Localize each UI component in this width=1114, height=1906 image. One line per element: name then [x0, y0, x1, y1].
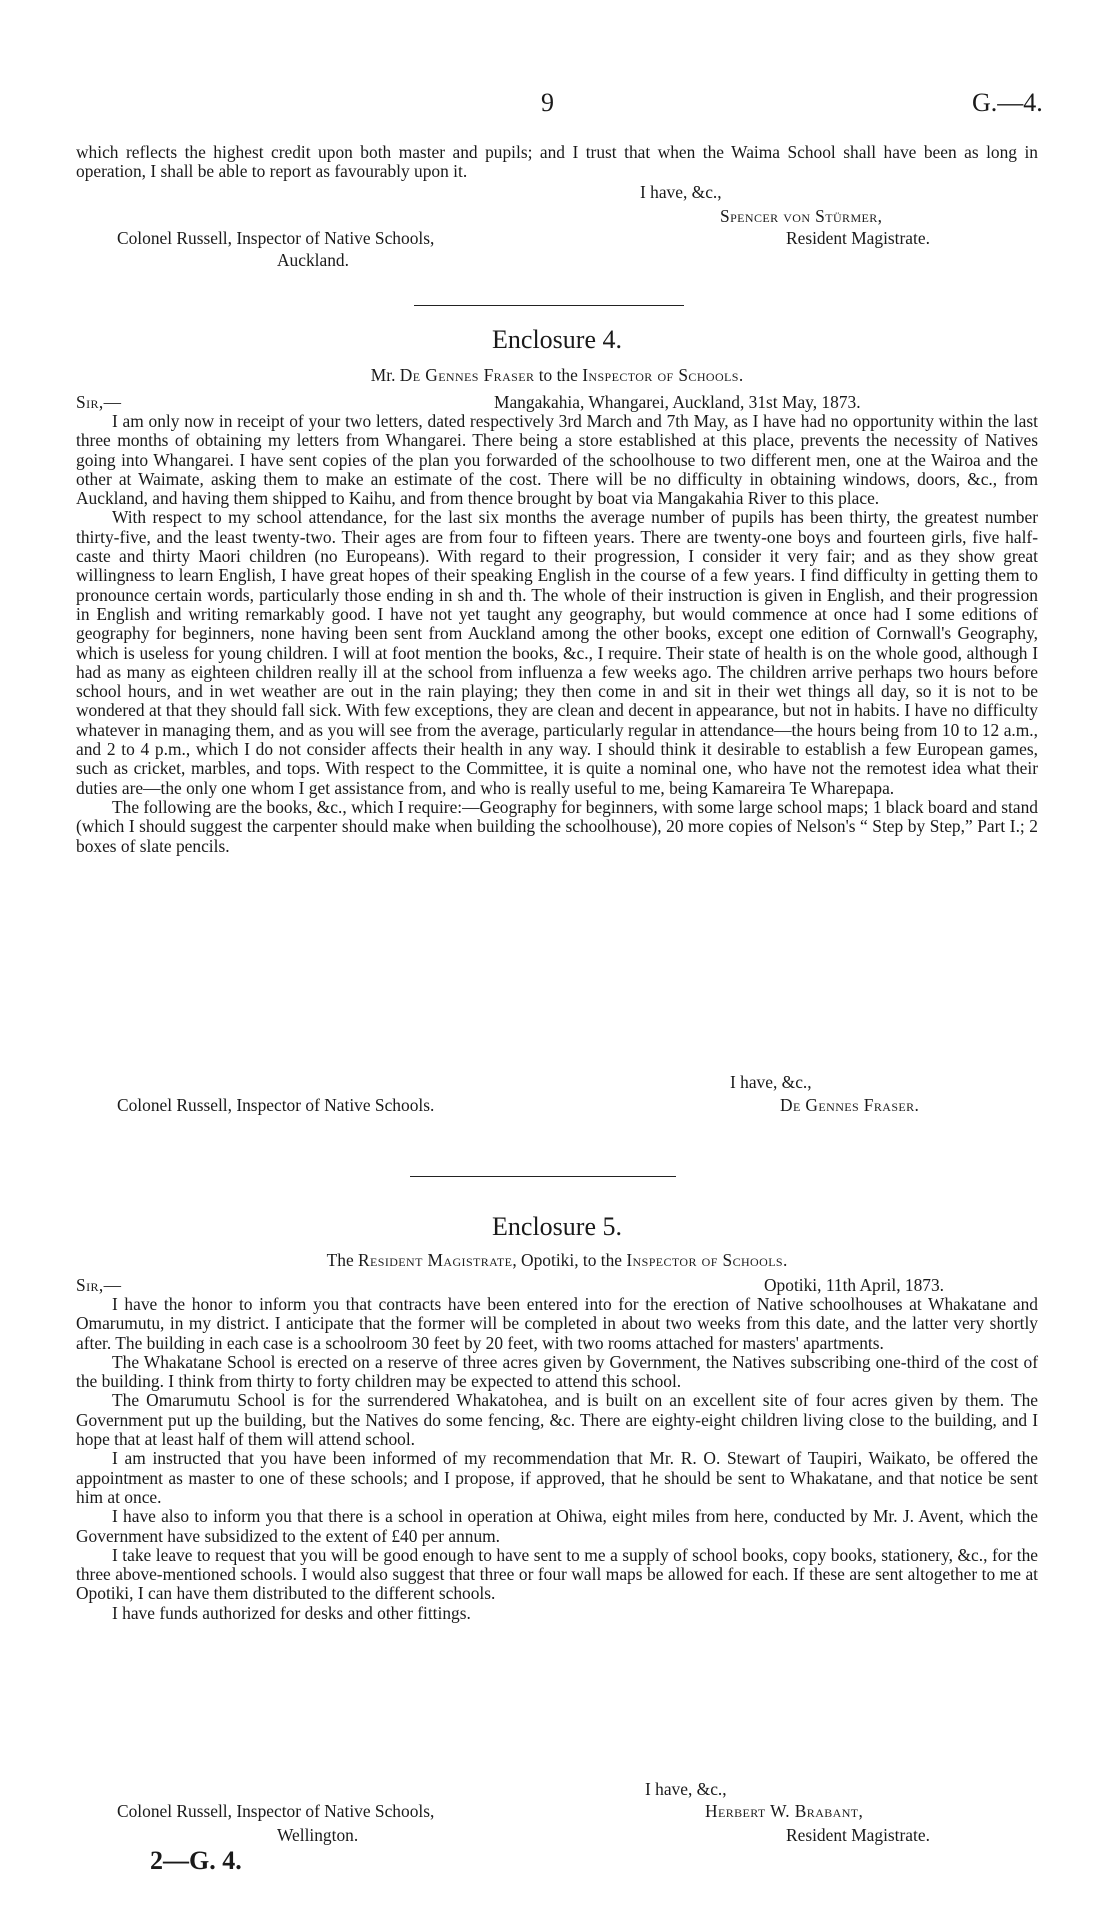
- enclosure5-paragraph: The Whakatane School is erected on a reserve of three acres given by Government, the Natives subscribing one-third of the cost of the building. I think from thirty to forty children may be expected to attend this school.: [76, 1351, 1038, 1392]
- enclosure4-salutation: Sir,—: [76, 392, 122, 412]
- enclosure4-closing: I have, &c.,: [730, 1072, 812, 1092]
- enclosure5-addressee-line1: Colonel Russell, Inspector of Native Schools,: [117, 1801, 435, 1821]
- enclosure4-body: [76, 412, 1038, 856]
- enclosure5-signatory-title: Resident Magistrate.: [786, 1825, 930, 1845]
- enclosure5-paragraph: I have also to inform you that there is a school in operation at Ohiwa, eight miles from here, conducted by Mr. J. Avent, which the Government have subsidized to the extent of £40 per annum.: [76, 1506, 1038, 1546]
- section-divider: [414, 305, 684, 306]
- enclosure4-signatory: De Gennes Fraser.: [780, 1095, 920, 1115]
- enclosure5-subheading-mid: , Opotiki, to the: [512, 1250, 627, 1270]
- enclosure5-signatory: Herbert W. Brabant,: [705, 1801, 864, 1821]
- continuation-closing: I have, &c.,: [640, 182, 722, 202]
- document-reference: G.—4.: [972, 88, 1043, 117]
- enclosure4-heading: Enclosure 4.: [492, 325, 622, 354]
- enclosure4-addressee: Colonel Russell, Inspector of Native Schools.: [117, 1095, 435, 1115]
- enclosure5-paragraph: I take leave to request that you will be good enough to have sent to me a supply of school books, copy books, stationery, &c., for the three above-mentioned schools. I would also suggest that three or four wall maps be allowed for each. If these are sent altogether to me at Opotiki, I can have them distributed to the different schools.: [76, 1544, 1038, 1604]
- enclosure5-paragraph: I have the honor to inform you that contracts have been entered into for the erection of Native schoolhouses at Whakatane and Omarumutu, in my district. I anticipate that the former will be completed in about two weeks from this date, and the latter very shortly after. The building in each case is a schoolroom 30 feet by 20 feet, with two rooms attached for masters' apartments.: [76, 1294, 1038, 1353]
- enclosure4-recipient: Inspector of Schools: [582, 365, 739, 385]
- enclosure5-recipient: Inspector of Schools: [626, 1250, 783, 1270]
- enclosure5-subheading-post: .: [783, 1250, 788, 1270]
- enclosure4-subheading-pre: Mr.: [370, 365, 400, 385]
- enclosure5-paragraph: The Omarumutu School is for the surrendered Whakatohea, and is built on an excellent site of four acres given by them. The Government put up the building, but the Natives do some fencing, &c. There are eighty-eight children living close to the building, and I hope that at least half of them will attend school.: [76, 1390, 1038, 1450]
- section-divider: [410, 1176, 676, 1177]
- enclosure4-paragraph: With respect to my school attendance, for the last six months the average number of pupils has been thirty, the greatest number thirty-five, and the least twenty-two. Their ages are from four to fifteen years. There are twenty-one boys and fourteen girls, five half-caste and thirty Maori children (no Europeans). With regard to their progression, I consider it very fair; and as they show great willingness to learn English, I have great hopes of their speaking English in the course of a few years. I find difficulty in getting them to pronounce certain words, particularly those ending in sh and th. The whole of their instruction is given in English, and their progression in English and writing remarkably good. I have not yet taught any geography, but would commence at once had I some editions of geography for beginners, none having been sent from Auckland among the other books, except one edition of Cornwall's Geography, which is useless for young children. I will at foot mention the books, &c., I require. Their state of health is on the whole good, although I had as many as eighteen children really ill at the school from influenza a few weeks ago. The children arrive perhaps two hours before school hours, and in wet weather are out in the rain playing; they then come in and sit in their wet things all day, so it is not to be wondered at that they should fall sick. With few exceptions, they are clean and decent in appearance, but not in habits. I have no difficulty whatever in managing them, and as you will see from the average, particularly regular in attendance—the hours being from 10 to 12 a.m., and 2 to 4 p.m., which I do not consider affects their health in any way. I should think it desirable to establish a few European games, such as cricket, marbles, and tops. With respect to the Committee, it is quite a nominal one, who have not the remotest idea what their duties are—the only one whom I get assistance from, and who is really useful to me, being Kamareira Te Wharepapa.: [76, 507, 1038, 798]
- page-number: 9: [541, 88, 554, 117]
- enclosure5-paragraph: I have funds authorized for desks and other fittings.: [112, 1602, 471, 1623]
- continuation-signatory: Spencer von Stürmer,: [720, 206, 883, 226]
- enclosure4-subheading-post: .: [738, 365, 744, 385]
- printer-signature-mark: 2—G. 4.: [150, 1846, 242, 1875]
- continuation-text: [76, 143, 1038, 182]
- enclosure5-subheading-pre: The: [326, 1250, 359, 1270]
- enclosure5-closing: I have, &c.,: [645, 1779, 727, 1799]
- enclosure5-sender: Resident Magistrate: [358, 1250, 513, 1270]
- enclosure5-addressee-line2: Wellington.: [277, 1825, 359, 1845]
- enclosure4-place-date: Mangakahia, Whangarei, Auckland, 31st May, 1873.: [494, 392, 861, 412]
- enclosure5-salutation: Sir,—: [76, 1275, 122, 1295]
- enclosure5-body: [76, 1295, 1038, 1623]
- enclosure4-paragraph: I am only now in receipt of your two letters, dated respectively 3rd March and 7th May, as I have had no opportunity within the last three months of obtaining my letters from Whangarei. There being a store established at this place, prevents the necessity of Natives going into Whangarei. I have sent copies of the plan you forwarded of the schoolhouse to two different men, one at the Wairoa and the other at Waimate, asking them to make an estimate of the cost. There will be no difficulty in obtaining windows, doors, &c., from Auckland, and having them shipped to Kaihu, and from thence brought by boat via Mangakahia River to this place.: [76, 411, 1038, 509]
- continuation-signatory-title: Resident Magistrate.: [786, 228, 930, 248]
- enclosure4-subheading: [0, 365, 1114, 386]
- continuation-addressee-line2: Auckland.: [277, 250, 349, 270]
- enclosure5-place-date: Opotiki, 11th April, 1873.: [764, 1275, 945, 1295]
- enclosure5-heading: Enclosure 5.: [492, 1212, 622, 1241]
- continuation-paragraph: which reflects the highest credit upon both master and pupils; and I trust that when the Waima School shall have been as long in operation, I shall be able to report as favourably upon it.: [76, 142, 1038, 182]
- enclosure5-paragraph: I am instructed that you have been informed of my recommendation that Mr. R. O. Stewart of Taupiri, Waikato, be offered the appointment as master to one of these schools; and I propose, if approved, that he should be sent to Whakatane, and that notice be sent him at once.: [76, 1448, 1038, 1507]
- continuation-addressee-line1: Colonel Russell, Inspector of Native Schools,: [117, 228, 435, 248]
- enclosure4-sender: De Gennes Fraser: [399, 365, 535, 385]
- enclosure5-subheading: [0, 1250, 1114, 1271]
- enclosure4-subheading-mid: to the: [534, 365, 583, 385]
- enclosure4-paragraph: The following are the books, &c., which I require:—Geography for beginners, with some large school maps; 1 black board and stand (which I should suggest the carpenter should make when building the schoolhouse), 20 more copies of Nelson's “ Step by Step,” Part I.; 2 boxes of slate pencils.: [76, 796, 1038, 856]
